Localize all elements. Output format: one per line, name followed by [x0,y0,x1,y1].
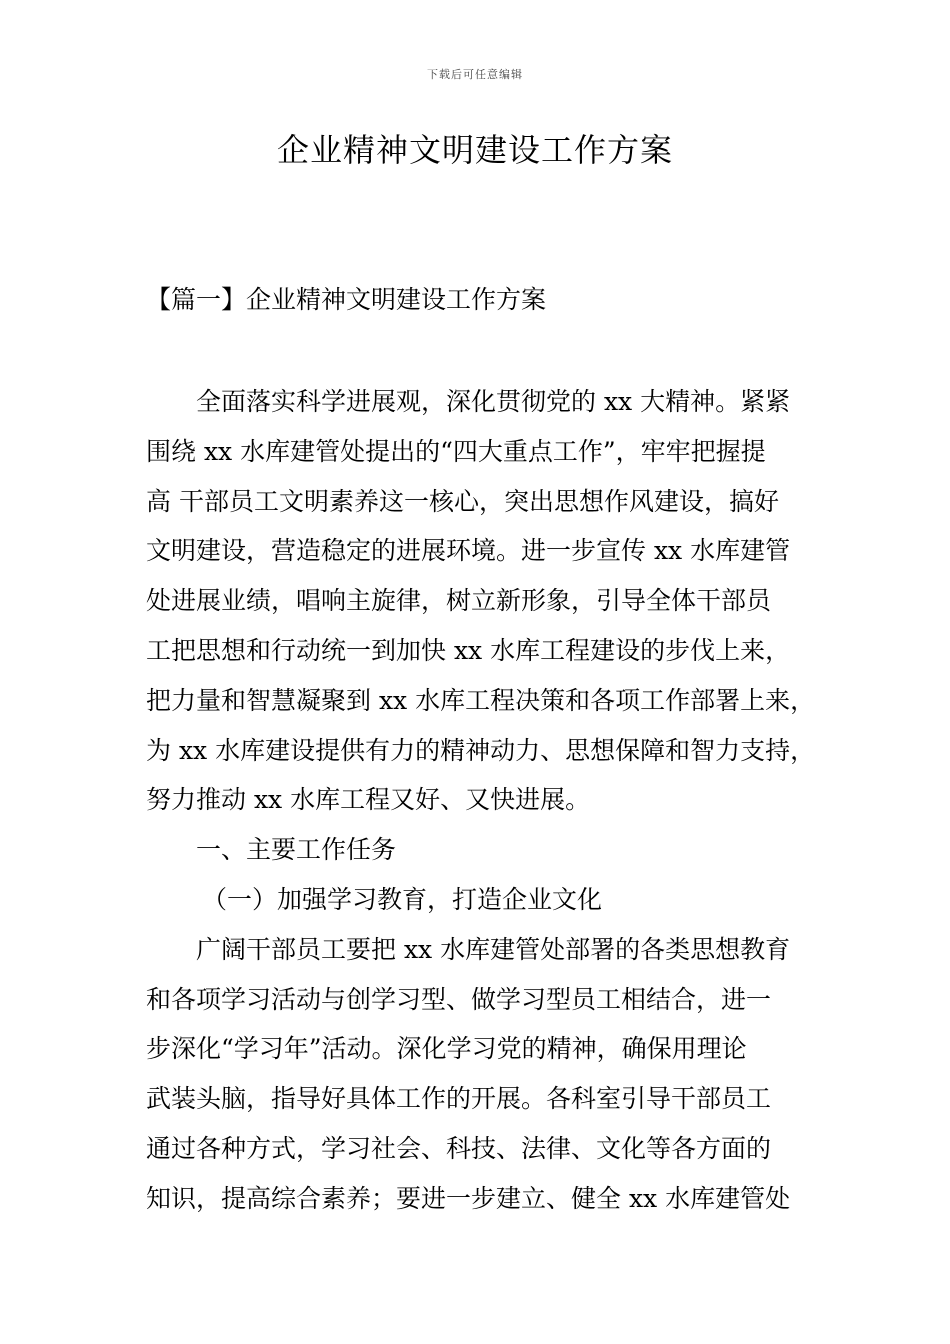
paragraph-line: 步深化“学习年”活动。深化学习党的精神，确保用理论 [146,1034,747,1064]
header-note: 下载后可任意编辑 [427,68,523,81]
paragraph-line: 知识，提高综合素养；要进一步建立、健全 xx 水库建管处 [146,1183,791,1213]
paragraph-line: 把力量和智慧凝聚到 xx 水库工程决策和各项工作部署上来， [146,685,816,715]
paragraph-line: 为 xx 水库建设提供有力的精神动力、思想保障和智力支持， [146,735,816,765]
subheading-line: 一、主要工作任务 [196,835,397,865]
subheading-line: （一）加强学习教育，打造企业文化 [202,884,603,914]
section-heading: 【篇一】企业精神文明建设工作方案 [146,285,547,314]
paragraph-line: 广阔干部员工要把 xx 水库建管处部署的各类思想教育 [196,934,791,964]
paragraph-line: 文明建设，营造稳定的进展环境。进一步宣传 xx 水库建管 [146,536,791,566]
paragraph-line: 工把思想和行动统一到加快 xx 水库工程建设的步伐上来， [146,635,791,665]
document-body [146,377,836,1224]
paragraph-line: 通过各种方式，学习社会、科技、法律、文化等各方面的 [146,1133,772,1163]
paragraph-line: 高 干部员工文明素养这一核心，突出思想作风建设，搞好 [146,486,779,516]
document-title: 企业精神文明建设工作方案 [276,131,673,169]
paragraph-line: 围绕 xx 水库建管处提出的“四大重点工作”，牢牢把握提 [146,436,766,466]
paragraph-line: 和各项学习活动与创学习型、做学习型员工相结合，进一 [146,984,772,1014]
paragraph-line: 武装头脑，指导好具体工作的开展。各科室引导干部员工 [146,1084,772,1114]
paragraph-line: 处进展业绩，唱响主旋律，树立新形象，引导全体干部员 [146,586,772,616]
paragraph-line: 努力推动 xx 水库工程又好、又快进展。 [146,785,591,815]
paragraph-line: 全面落实科学进展观，深化贯彻党的 xx 大精神。紧紧 [196,387,791,416]
